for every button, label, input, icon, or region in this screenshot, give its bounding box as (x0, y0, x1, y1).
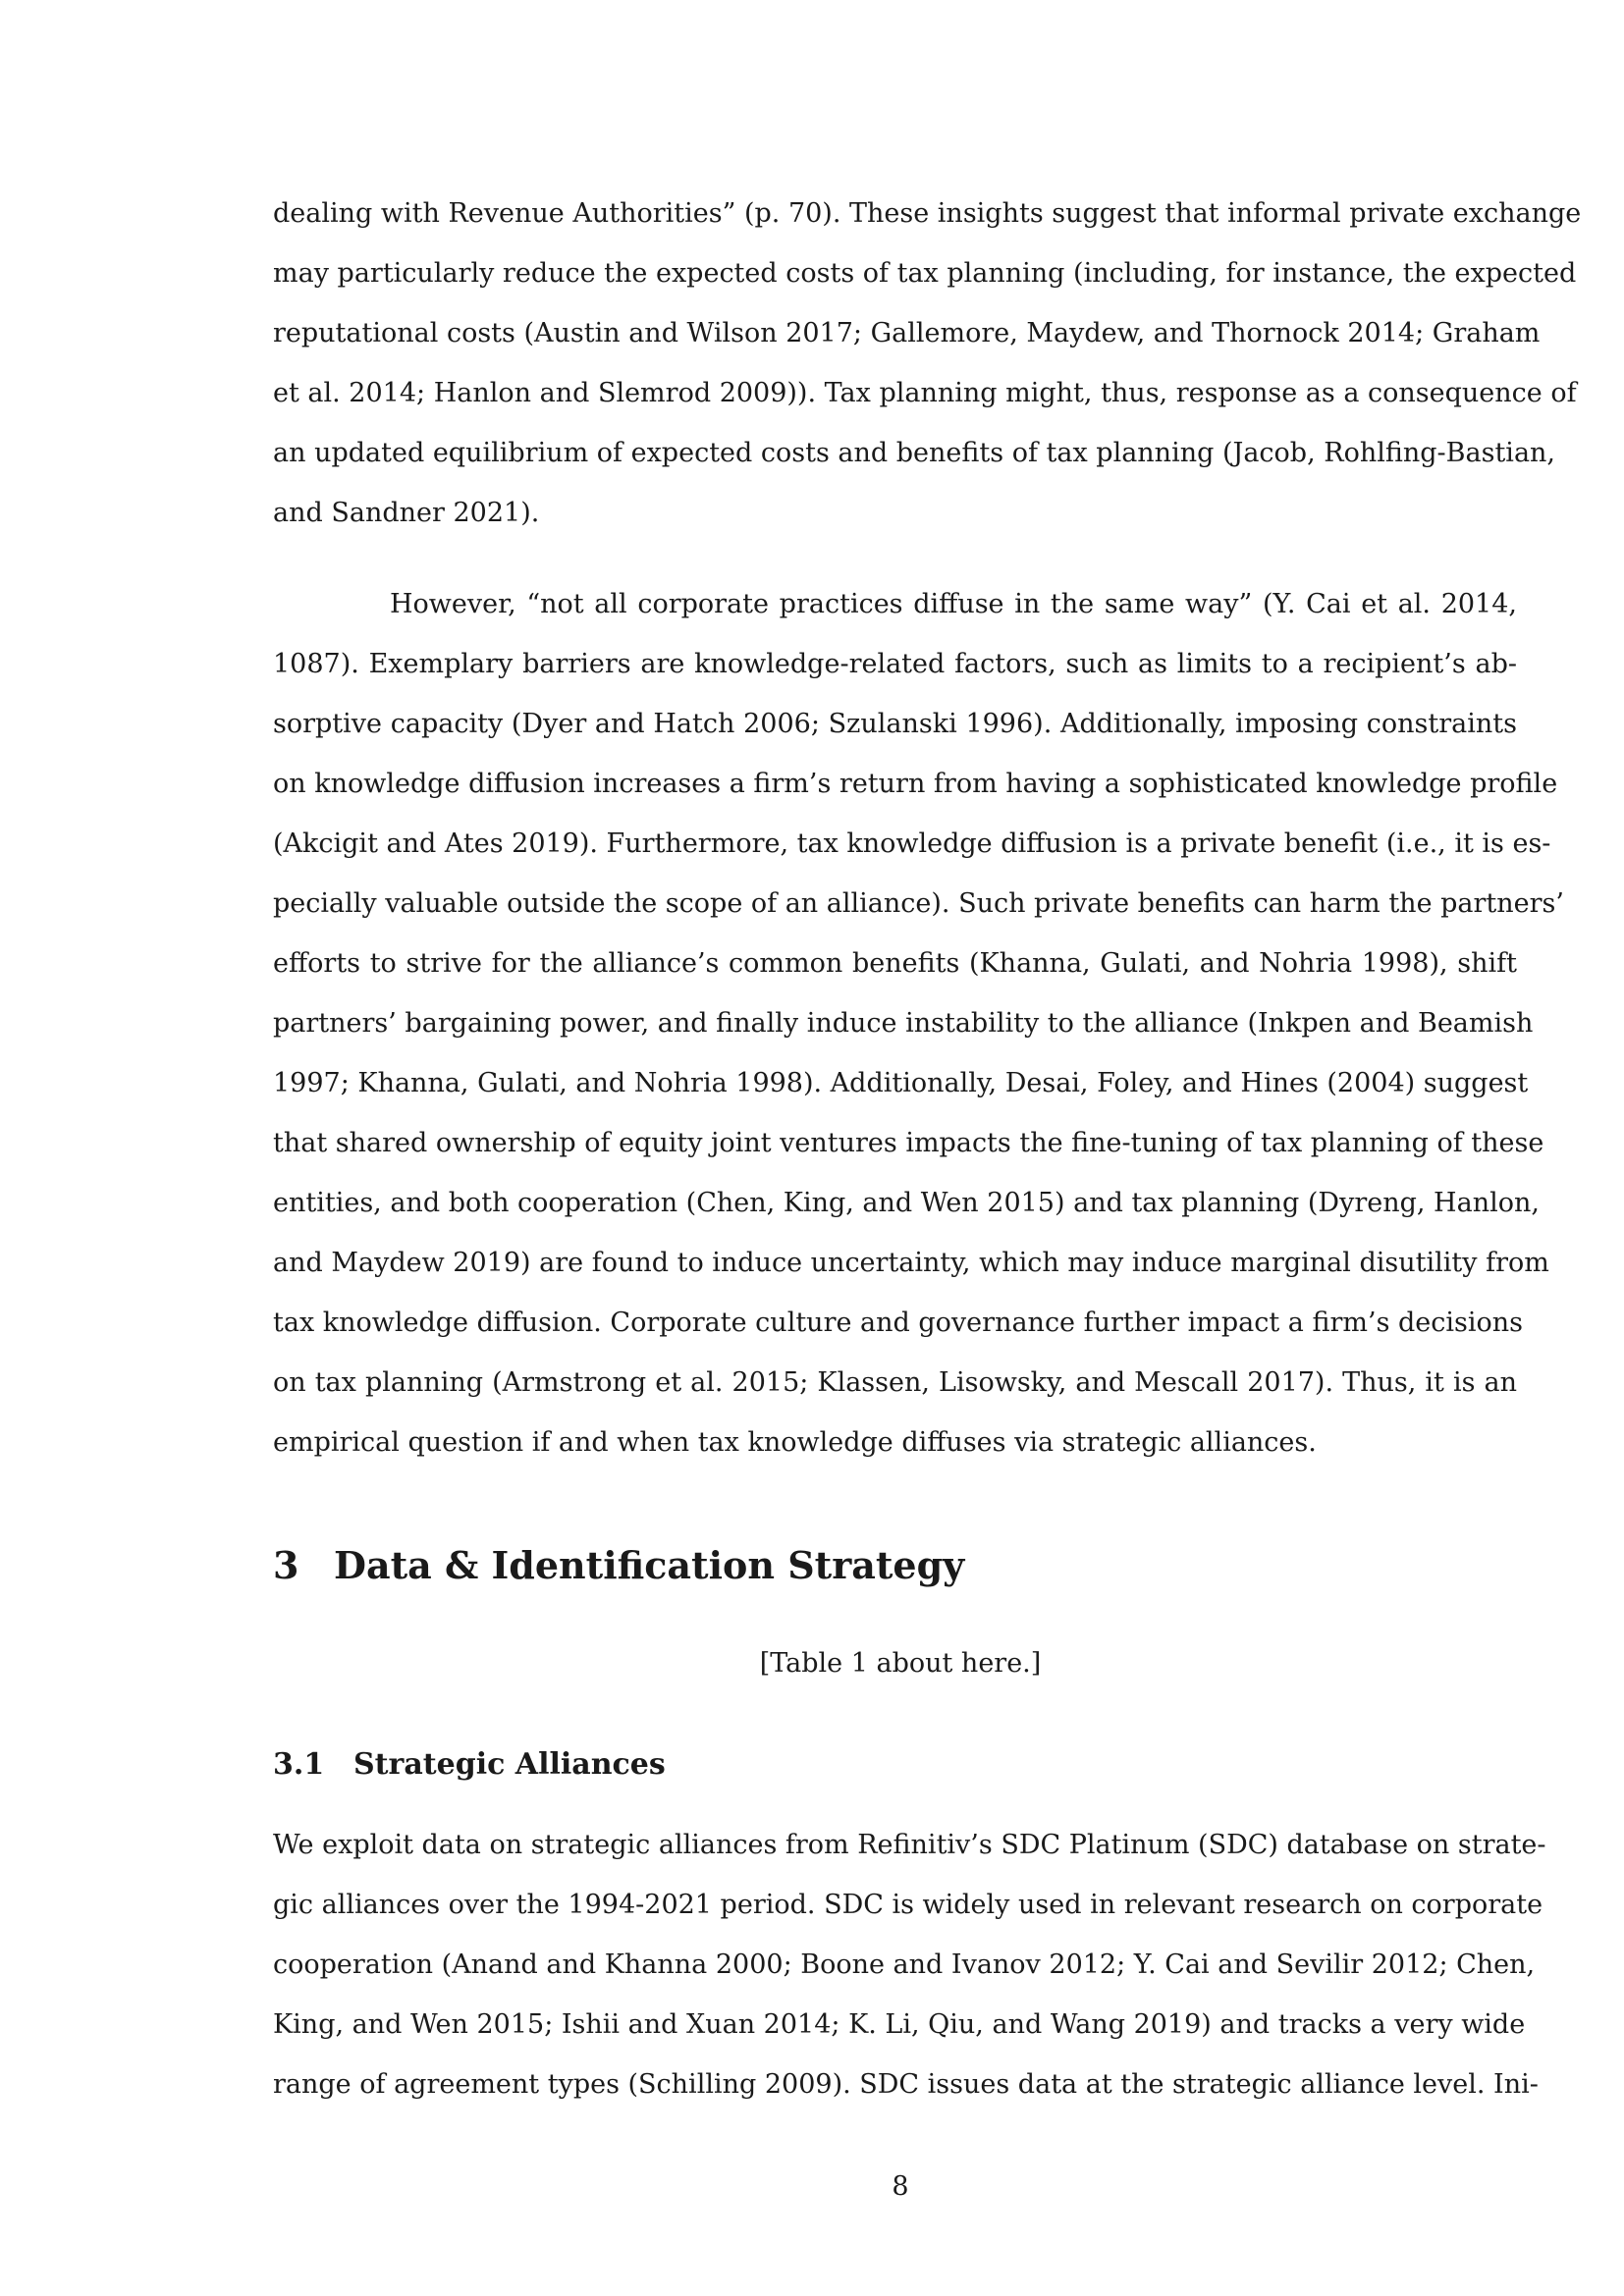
paragraph-line: pecially valuable outside the scope of an alliance). Such private benefits can harm the partners’ (273, 888, 1564, 919)
paragraph-line: tax knowledge diffusion. Corporate culture and governance further impact a firm’s decisions (273, 1308, 1524, 1338)
paragraph-line: (Akcigit and Ates 2019). Furthermore, tax knowledge diffusion is a private benefit (i.e., it is es- (273, 828, 1551, 859)
paragraph-line: partners’ bargaining power, and finally induce instability to the alliance (Inkpen and Beamish (273, 1008, 1534, 1039)
paragraph-line: range of agreement types (Schilling 2009). SDC issues data at the strategic alliance level. Ini- (273, 2069, 1539, 2100)
paragraph-line: sorptive capacity (Dyer and Hatch 2006; Szulanski 1996). Additionally, imposing constraints (273, 709, 1517, 739)
page-number: 8 (892, 2171, 909, 2202)
table-placeholder: [Table 1 about here.] (759, 1648, 1042, 1679)
subsection-title: Strategic Alliances (353, 1747, 666, 1782)
paragraph-line: and Sandner 2021). (273, 498, 540, 528)
subsection-heading (273, 1745, 666, 1785)
paragraph-line: 1087). Exemplary barriers are knowledge-related factors, such as limits to a recipient’s ab- (273, 649, 1517, 679)
paragraph-line: reputational costs (Austin and Wilson 2017; Gallemore, Maydew, and Thornock 2014; Graham (273, 318, 1541, 348)
section-heading (273, 1541, 964, 1590)
section-number: 3 (273, 1543, 299, 1587)
subsection-number: 3.1 (273, 1747, 325, 1782)
paragraph-line: an updated equilibrium of expected costs and benefits of tax planning (Jacob, Rohlfing-Bastian, (273, 438, 1556, 468)
paragraph-line: However, “not all corporate practices diffuse in the same way” (Y. Cai et al. 2014, (390, 589, 1517, 619)
paragraph-line: dealing with Revenue Authorities” (p. 70). These insights suggest that informal private exchange (273, 198, 1582, 229)
paragraph-line: on knowledge diffusion increases a firm’s return from having a sophisticated knowledge profile (273, 769, 1558, 799)
paragraph-line: gic alliances over the 1994-2021 period. SDC is widely used in relevant research on corporate (273, 1890, 1543, 1920)
paragraph-line: may particularly reduce the expected costs of tax planning (including, for instance, the expected (273, 258, 1577, 289)
paragraph-line: empirical question if and when tax knowledge diffuses via strategic alliances. (273, 1427, 1317, 1458)
paragraph-line: 1997; Khanna, Gulati, and Nohria 1998). Additionally, Desai, Foley, and Hines (2004) suggest (273, 1068, 1529, 1098)
paragraph-line: entities, and both cooperation (Chen, King, and Wen 2015) and tax planning (Dyreng, Hanlon, (273, 1188, 1540, 1218)
paragraph-line: that shared ownership of equity joint ventures impacts the fine-tuning of tax planning of these (273, 1128, 1544, 1158)
paragraph-line: and Maydew 2019) are found to induce uncertainty, which may induce marginal disutility from (273, 1248, 1549, 1278)
section-title: Data & Identification Strategy (334, 1543, 965, 1587)
paragraph-line: King, and Wen 2015; Ishii and Xuan 2014; K. Li, Qiu, and Wang 2019) and tracks a very wide (273, 2009, 1526, 2040)
paragraph-line: et al. 2014; Hanlon and Slemrod 2009)). Tax planning might, thus, response as a consequence of (273, 378, 1577, 408)
paragraph-line: efforts to strive for the alliance’s common benefits (Khanna, Gulati, and Nohria 1998), shift (273, 948, 1517, 979)
paragraph-line: We exploit data on strategic alliances from Refinitiv’s SDC Platinum (SDC) database on strate- (273, 1830, 1546, 1860)
paragraph-line: cooperation (Anand and Khanna 2000; Boone and Ivanov 2012; Y. Cai and Sevilir 2012; Chen, (273, 1949, 1536, 1980)
paragraph-line: on tax planning (Armstrong et al. 2015; Klassen, Lisowsky, and Mescall 2017). Thus, it is an (273, 1367, 1517, 1398)
